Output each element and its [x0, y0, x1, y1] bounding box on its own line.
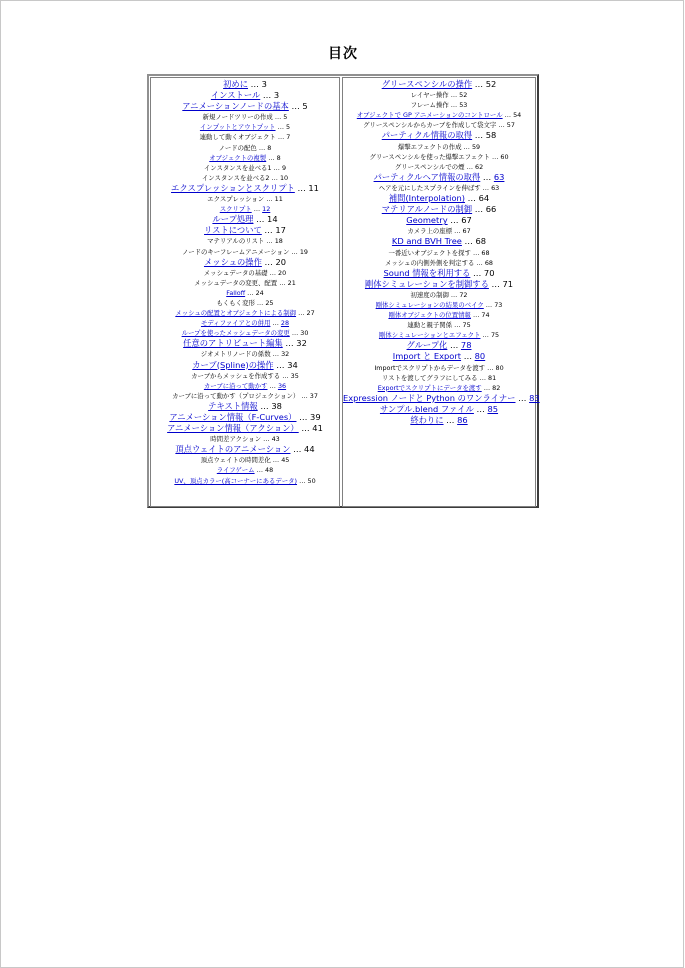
toc-page-number: 34 — [287, 359, 298, 370]
toc-entry: エクスプレッション … 11 — [207, 195, 283, 204]
toc-page-number: 10 — [279, 173, 289, 182]
toc-entry-link[interactable]: メッシュの操作 — [203, 256, 262, 267]
toc-entry[interactable]: 初めに … 3 — [223, 79, 267, 89]
toc-page-number: 45 — [281, 456, 290, 465]
toc-entry-title: カメラ上の座標 — [407, 227, 453, 236]
toc-page-number: 58 — [485, 130, 497, 141]
toc-entry[interactable]: 補間(Interpolation) … 64 — [388, 193, 490, 204]
toc-entry-link[interactable]: Sound 情報を利用する — [383, 267, 471, 278]
toc-entry-title: もくもく変形 — [216, 298, 255, 307]
toc-entry: ジオメトリノードの係数 … 32 — [200, 350, 290, 359]
toc-entry-title: Importでスクリプトからデータを渡す — [374, 363, 486, 372]
toc-page-number: 24 — [255, 288, 264, 297]
toc-entry[interactable]: ライフゲーム … 48 — [216, 466, 274, 475]
toc-page-number: 74 — [481, 311, 490, 320]
toc-page-number: 60 — [500, 152, 509, 161]
toc-page-number: 67 — [461, 215, 472, 226]
toc-page-number: 5 — [283, 113, 288, 122]
toc-entry[interactable]: Sound 情報を利用する … 70 — [383, 267, 495, 278]
toc-entry[interactable]: テキスト情報 … 38 — [208, 400, 282, 411]
toc-entry[interactable]: モディファイアとの併用 … 28 — [200, 319, 290, 328]
toc-page-number: 68 — [475, 236, 487, 247]
toc-entry-title: 頂点ウェイトの時間差化 — [200, 456, 271, 465]
toc-entry: 時間差アクション … 43 — [210, 435, 280, 444]
toc-page-number: 52 — [485, 79, 497, 89]
toc-entry-title: フレーム操作 — [410, 101, 449, 110]
toc-entry-link[interactable]: Falloff — [226, 288, 246, 297]
toc-entry-title: マテリアルのリスト — [207, 237, 265, 246]
toc-entry[interactable]: カーブに沿って動かす … 36 — [203, 381, 287, 390]
toc-page-number: 7 — [286, 133, 291, 142]
toc-entry[interactable]: リストについて … 17 — [204, 225, 286, 236]
toc-entry[interactable]: アニメーションノードの基本 … 5 — [182, 101, 308, 112]
toc-page-number: 53 — [459, 101, 468, 110]
toc-entry: レイヤー操作 … 52 — [410, 91, 468, 100]
toc-entry-title: 連動して動くオブジェクト — [199, 133, 276, 142]
toc-entry-link[interactable]: テキスト情報 — [208, 400, 258, 411]
toc-entry-link[interactable]: インストール — [210, 90, 261, 101]
toc-entry: 爆撃エフェクトの作成 … 59 — [397, 142, 481, 151]
toc-entry-title: メッシュの内側外側を判定する — [385, 258, 475, 267]
toc-page-number: 59 — [471, 142, 481, 151]
toc-entry[interactable]: 終わりに … 86 — [410, 415, 468, 425]
toc-entry-link[interactable]: エクスプレッションとスクリプト — [171, 182, 295, 193]
toc-entry: グリースペンシルを使った爆撃エフェクト … 60 — [369, 152, 509, 161]
toc-entry: ノードのキーフレームアニメーション … 19 — [182, 247, 308, 256]
toc-entry: カメラ上の座標 … 67 — [407, 227, 471, 236]
toc-page-number: 50 — [307, 476, 316, 485]
toc-right-column — [342, 77, 540, 507]
toc-page-number: 52 — [459, 91, 468, 100]
toc-page-number: 63 — [491, 183, 500, 192]
toc-page-number: 18 — [274, 237, 283, 246]
toc-entry-link[interactable]: モディファイアとの併用 — [200, 319, 271, 328]
toc-page-number: 70 — [483, 267, 495, 278]
toc-page-number: 35 — [290, 371, 299, 380]
toc-page-number: 5 — [286, 123, 291, 132]
toc-entry-title: グリースペンシルでの煙 — [394, 162, 465, 171]
toc-page-number[interactable]: 63 — [493, 171, 505, 182]
toc-entry-link[interactable]: 初めに — [223, 79, 249, 89]
toc-entry: グリースペンシルでの煙 … 62 — [394, 162, 484, 171]
toc-entry[interactable]: メッシュの配置とオブジェクトによる制御 … 27 — [175, 309, 315, 318]
toc-entry-link[interactable]: インプットとアウトプット — [199, 123, 276, 132]
toc-entry[interactable]: UV、頂点カラー(高コーナーにあるデータ) … 50 — [174, 476, 316, 485]
toc-entry-link[interactable]: アニメーション情報（F-Curves） — [169, 412, 297, 422]
toc-page-number: 27 — [306, 309, 315, 318]
toc-page-number: 5 — [302, 101, 308, 112]
toc-entry: ノードの配色 … 8 — [218, 143, 272, 152]
toc-entry-title: カーブに沿って動かす（プロジェクション） — [172, 391, 300, 400]
toc-entry-link[interactable]: スクリプト — [219, 205, 252, 214]
toc-entry-link[interactable]: ライフゲーム — [216, 466, 255, 475]
toc-entry: メッシュデータの基礎 … 20 — [203, 268, 287, 277]
toc-page-number: 54 — [513, 111, 522, 120]
toc-entry[interactable]: Falloff … 24 — [226, 288, 264, 297]
toc-entry-title: カーブからメッシュを作成する — [191, 371, 281, 380]
toc-page-number: 3 — [273, 90, 280, 101]
toc-entry: フレーム操作 … 53 — [410, 101, 468, 110]
toc-entry-title: ノードの配色 — [218, 143, 257, 152]
toc-entry[interactable]: Exportでスクリプトにデータを渡す … 82 — [377, 383, 501, 392]
toc-page-number[interactable]: 83 — [529, 392, 540, 403]
toc-entry-title: レイヤー操作 — [410, 91, 449, 100]
toc-entry-link[interactable]: オブジェクトで GP アニメーションのコントロール — [356, 111, 503, 120]
toc-entry[interactable]: 剛体シミュレーションとエフェクト … 75 — [378, 331, 500, 340]
toc-entry: メッシュの内側外側を判定する … 68 — [385, 258, 493, 267]
toc-entry: カーブに沿って動かす（プロジェクション） … 37 — [172, 391, 318, 400]
toc-page-number[interactable]: 36 — [277, 381, 287, 390]
toc-entry-link[interactable]: サンプル.blend ファイル — [379, 403, 474, 414]
toc-entry-link[interactable]: オブジェクトの複製 — [209, 153, 267, 162]
toc-entry-link[interactable]: UV、頂点カラー(高コーナーにあるデータ) — [174, 476, 298, 485]
toc-page-number: 30 — [300, 329, 309, 338]
toc-left-column — [150, 77, 340, 507]
toc-page-number: 57 — [506, 121, 515, 130]
toc-page-number: 48 — [265, 466, 274, 475]
toc-entry[interactable]: グリースペンシルの操作 … 52 — [381, 79, 497, 89]
toc-page-number: 20 — [275, 256, 287, 267]
toc-page-number: 68 — [484, 258, 493, 267]
toc-page-number: 8 — [276, 153, 281, 162]
toc-entry[interactable]: パーティクルヘア情報の取得 … 63 — [373, 171, 505, 182]
toc-entry-title: グリースペンシルを使った爆撃エフェクト — [369, 152, 490, 161]
toc-entry: マテリアルのリスト … 18 — [207, 237, 283, 246]
toc-page-number: 25 — [265, 298, 274, 307]
toc-entry-title: インスタンスを並べる1 — [203, 163, 272, 172]
toc-entry-link[interactable]: グリースペンシルの操作 — [381, 79, 473, 89]
toc-page-number: 71 — [502, 278, 514, 289]
toc-entry-link[interactable]: 剛体オブジェクトの位置情報 — [388, 311, 471, 320]
toc-entry[interactable]: ループ処理 … 14 — [212, 214, 278, 225]
toc-entry-link[interactable]: 頂点ウェイトのアニメーション — [175, 444, 291, 455]
toc-entry: 初速度の制御 … 72 — [410, 290, 468, 299]
toc-page-number: 39 — [310, 412, 321, 422]
toc-page-number: 20 — [278, 268, 287, 277]
toc-page-number: 9 — [281, 163, 287, 172]
toc-page-number: 43 — [271, 435, 280, 444]
toc-entry-link[interactable]: 終わりに — [410, 415, 444, 425]
toc-entry-title: 初速度の制御 — [410, 290, 449, 299]
toc-page-number: 21 — [287, 278, 296, 287]
toc-entry[interactable]: 頂点ウェイトのアニメーション … 44 — [175, 444, 315, 455]
toc-page-number: 80 — [495, 363, 504, 372]
toc-entry: インスタンスを並べる2 … 10 — [201, 173, 289, 182]
toc-page-number: 68 — [481, 248, 490, 257]
toc-entry-link[interactable]: パーティクル情報の取得 — [381, 130, 473, 141]
toc-entry[interactable]: オブジェクトで GP アニメーションのコントロール … 54 — [356, 111, 522, 120]
toc-entry: 連動と親子関係 … 75 — [407, 321, 471, 330]
toc-entry-link[interactable]: パーティクルヘア情報の取得 — [373, 171, 481, 182]
toc-entry-title: 爆撃エフェクトの作成 — [397, 142, 462, 151]
toc-page-number: 11 — [274, 195, 283, 204]
toc-entry-title: エクスプレッション — [207, 195, 265, 204]
toc-entry[interactable]: マテリアルノードの制御 … 66 — [381, 204, 497, 215]
toc-page-number: 11 — [308, 182, 319, 193]
toc-entry[interactable]: KD and BVH Tree … 68 — [391, 236, 487, 247]
toc-entry[interactable]: パーティクル情報の取得 … 58 — [381, 130, 497, 141]
toc-page-number: 75 — [462, 321, 471, 330]
toc-page-number[interactable]: 86 — [457, 415, 468, 425]
toc-entry[interactable]: Expression ノードと Python のワンライナー … 83 — [343, 392, 540, 403]
toc-page-number: 38 — [271, 400, 282, 411]
table-of-contents — [147, 74, 539, 508]
toc-page-number: 3 — [261, 79, 267, 89]
toc-entry-title: 時間差アクション — [210, 435, 262, 444]
toc-entry-link[interactable]: ループ処理 — [212, 214, 254, 225]
toc-page-number: 62 — [475, 162, 484, 171]
toc-page-number: 41 — [312, 423, 323, 434]
toc-entry[interactable]: メッシュの操作 … 20 — [203, 256, 287, 267]
toc-page-number[interactable]: 85 — [487, 403, 499, 414]
toc-entry[interactable]: 任意のアトリビュート編集 … 32 — [183, 338, 307, 349]
toc-page-number: 32 — [281, 350, 290, 359]
toc-entry: リストを渡してグラフにしてみる … 81 — [381, 373, 497, 382]
toc-entry[interactable]: インストール … 3 — [210, 90, 280, 101]
toc-page-number: 32 — [296, 338, 307, 349]
toc-page-number: 14 — [267, 214, 278, 225]
toc-entry-link[interactable]: マテリアルノードの制御 — [381, 204, 473, 215]
toc-entry-title: 新規ノードツリーの作成 — [202, 113, 273, 122]
toc-entry-title: リストを渡してグラフにしてみる — [381, 373, 478, 382]
toc-entry-title: インスタンスを並べる2 — [201, 173, 270, 182]
toc-entry[interactable]: Import と Export … 80 — [392, 351, 486, 362]
toc-entry[interactable]: 剛体シミュレーションを制御する … 71 — [364, 278, 514, 289]
toc-entry: 一番近いオブジェクトを探す … 68 — [388, 248, 490, 257]
toc-entry[interactable]: インプットとアウトプット … 5 — [199, 123, 291, 132]
page-title: 目次 — [328, 46, 358, 62]
toc-entry-title: ヘアを元にしたスプラインを伸ばす — [378, 183, 481, 192]
toc-entry[interactable]: アニメーション情報（アクション） … 41 — [167, 423, 323, 434]
toc-entry: メッシュデータの変更、配置 … 21 — [194, 278, 296, 287]
toc-entry-title: ジオメトリノードの係数 — [200, 350, 271, 359]
toc-entry-link[interactable]: 任意のアトリビュート編集 — [183, 338, 283, 349]
toc-entry[interactable]: 剛体オブジェクトの位置情報 … 74 — [388, 311, 490, 320]
toc-entry[interactable]: サンプル.blend ファイル … 85 — [379, 403, 499, 414]
toc-entry: ヘアを元にしたスプラインを伸ばす … 63 — [378, 183, 500, 192]
toc-entry-link[interactable]: ループを使ったメッシュデータの変更 — [181, 329, 290, 338]
toc-entry-link[interactable]: カーブに沿って動かす — [203, 381, 268, 390]
toc-entry: 連動して動くオブジェクト … 7 — [199, 133, 291, 142]
toc-entry-link[interactable]: グループ化 — [406, 340, 448, 351]
toc-entry-link[interactable]: Exportでスクリプトにデータを渡す — [377, 383, 482, 392]
toc-entry-link[interactable]: リストについて — [204, 225, 262, 236]
toc-page-number: 75 — [490, 331, 500, 340]
toc-entry: 頂点ウェイトの時間差化 … 45 — [200, 456, 290, 465]
toc-page-number: 82 — [492, 383, 501, 392]
toc-entry-title: グリースペンシルからカーブを作成して袋文字 — [363, 121, 497, 130]
toc-page-number: 17 — [275, 225, 286, 236]
toc-entry[interactable]: 剛体シミュレーションの結果のベイク … 73 — [375, 300, 503, 309]
toc-entry[interactable]: スクリプト … 12 — [219, 205, 271, 214]
toc-entry: もくもく変形 … 25 — [216, 298, 274, 307]
toc-entry-link[interactable]: 剛体シミュレーションの結果のベイク — [375, 300, 484, 309]
toc-entry[interactable]: ループを使ったメッシュデータの変更 … 30 — [181, 329, 309, 338]
toc-entry: カーブからメッシュを作成する … 35 — [191, 371, 299, 380]
toc-page-number: 64 — [478, 193, 490, 204]
toc-entry-link[interactable]: Expression ノードと Python のワンライナー — [343, 392, 516, 403]
toc-entry-title: 一番近いオブジェクトを探す — [388, 248, 471, 257]
toc-entry-title: メッシュデータの変更、配置 — [194, 278, 278, 287]
toc-page-number: 67 — [462, 227, 471, 236]
toc-entry-title: 連動と親子関係 — [407, 321, 453, 330]
toc-entry-link[interactable]: 補間(Interpolation) — [388, 193, 466, 204]
toc-entry[interactable]: アニメーション情報（F-Curves） … 39 — [169, 412, 321, 422]
toc-page-number[interactable]: 80 — [474, 351, 486, 362]
toc-entry[interactable]: グループ化 … 78 — [406, 340, 472, 351]
toc-entry-title: メッシュデータの基礎 — [203, 268, 268, 277]
toc-entry-title: ノードのキーフレームアニメーション — [182, 247, 290, 256]
toc-entry: インスタンスを並べる1 … 9 — [203, 163, 287, 172]
toc-entry: 新規ノードツリーの作成 … 5 — [202, 113, 288, 122]
toc-page-number: 37 — [309, 391, 318, 400]
toc-entry: グリースペンシルからカーブを作成して袋文字 … 57 — [363, 121, 515, 130]
toc-entry-link[interactable]: アニメーション情報（アクション） — [167, 423, 299, 434]
toc-entry[interactable]: Geometry … 67 — [406, 215, 472, 226]
toc-page-number[interactable]: 12 — [262, 205, 271, 214]
toc-page-number: 19 — [299, 247, 308, 256]
toc-entry-link[interactable]: メッシュの配置とオブジェクトによる制御 — [175, 309, 297, 318]
toc-entry-link[interactable]: 剛体シミュレーションを制御する — [364, 278, 489, 289]
toc-page-number: 44 — [304, 444, 315, 455]
toc-page-number[interactable]: 78 — [460, 340, 472, 351]
toc-page-number: 73 — [494, 300, 503, 309]
toc-entry-link[interactable]: Import と Export — [392, 351, 462, 362]
toc-entry-link[interactable]: アニメーションノードの基本 — [182, 101, 289, 112]
toc-entry[interactable]: カーブ(Spline)の操作 … 34 — [192, 359, 298, 370]
toc-entry[interactable]: エクスプレッションとスクリプト … 11 — [171, 182, 319, 193]
toc-page-number: 66 — [485, 204, 497, 215]
toc-entry-link[interactable]: Geometry — [406, 215, 448, 226]
toc-entry[interactable]: オブジェクトの複製 … 8 — [209, 153, 281, 162]
toc-entry-link[interactable]: KD and BVH Tree — [391, 236, 462, 247]
toc-entry-link[interactable]: カーブ(Spline)の操作 — [192, 359, 274, 370]
toc-page-number: 8 — [267, 143, 272, 152]
toc-entry-link[interactable]: 剛体シミュレーションとエフェクト — [378, 331, 481, 340]
toc-page-number: 72 — [459, 290, 468, 299]
toc-page-number[interactable]: 28 — [280, 319, 290, 328]
toc-entry: Importでスクリプトからデータを渡す … 80 — [374, 363, 504, 372]
toc-page-number: 81 — [488, 373, 497, 382]
